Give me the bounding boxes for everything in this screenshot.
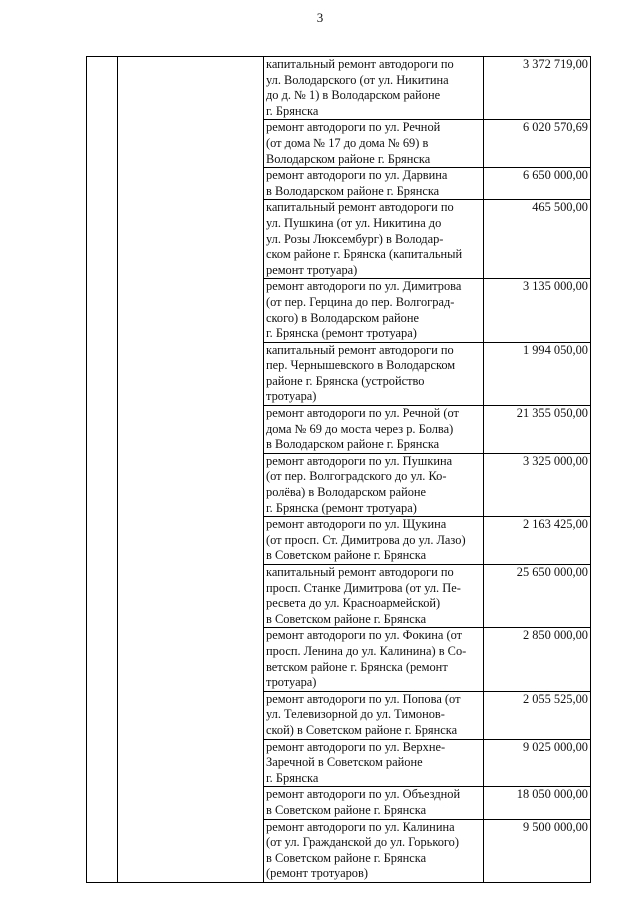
description-line: ской) в Советском районе г. Брянска (266, 722, 458, 737)
description-line: капитальный ремонт автодороги по (266, 342, 454, 357)
description-line: тротуара) (266, 675, 317, 690)
work-description-cell (264, 628, 484, 691)
description-line: (от дома № 17 до дома № 69) в (266, 135, 429, 150)
work-description-cell (264, 406, 484, 454)
description-line: дома № 69 до моста через р. Болва) (266, 421, 454, 436)
amount-cell: 9 025 000,00 (484, 739, 591, 787)
work-description-cell (264, 691, 484, 739)
description-line: в Володарском районе г. Брянска (266, 183, 440, 198)
amount-cell: 6 020 570,69 (484, 120, 591, 168)
amount-cell: 1 994 050,00 (484, 342, 591, 405)
work-description-cell (264, 787, 484, 819)
work-description-cell (264, 279, 484, 342)
work-description-cell (264, 739, 484, 787)
description-line: ремонт автодороги по ул. Пушкина (266, 453, 453, 468)
description-line: Володарском районе г. Брянска (266, 151, 431, 166)
description-line: в Советском районе г. Брянска (266, 850, 427, 865)
work-description-cell (264, 57, 484, 120)
description-line: ремонт автодороги по ул. Дарвина (266, 168, 448, 183)
description-line: ремонт автодороги по ул. Речной (266, 120, 441, 135)
description-line: просп. Ленина до ул. Калинина) в Со- (266, 643, 467, 658)
description-line: ул. Володарского (от ул. Никитина (266, 72, 449, 87)
description-line: в Советском районе г. Брянска (266, 548, 427, 563)
description-line: г. Брянска (266, 103, 319, 118)
description-line: в Советском районе г. Брянска (266, 611, 427, 626)
work-description-cell (264, 168, 484, 200)
description-line: (от ул. Гражданской до ул. Горького) (266, 835, 460, 850)
description-line: ремонт автодороги по ул. Калинина (266, 819, 455, 834)
amount-cell: 2 163 425,00 (484, 517, 591, 565)
description-line: (от пер. Герцина до пер. Волгоград- (266, 294, 455, 309)
work-description-cell (264, 565, 484, 628)
amount-cell: 6 650 000,00 (484, 168, 591, 200)
description-line: ском районе г. Брянска (капитальный (266, 247, 463, 262)
table-row (87, 57, 591, 120)
description-line: ремонт автодороги по ул. Щукина (266, 517, 447, 532)
amount-cell: 465 500,00 (484, 200, 591, 279)
amount-cell: 3 135 000,00 (484, 279, 591, 342)
amount-cell: 21 355 050,00 (484, 406, 591, 454)
description-line: г. Брянска (ремонт тротуара) (266, 500, 417, 515)
amount-cell: 3 325 000,00 (484, 453, 591, 516)
description-line: ремонт тротуара) (266, 262, 358, 277)
description-line: тротуара) (266, 389, 317, 404)
amount-cell: 25 650 000,00 (484, 565, 591, 628)
description-line: в Володарском районе г. Брянска (266, 437, 440, 452)
description-line: капитальный ремонт автодороги по (266, 200, 454, 215)
description-line: ул. Пушкина (от ул. Никитина до (266, 215, 442, 230)
work-description-cell (264, 453, 484, 516)
description-line: ремонт автодороги по ул. Димитрова (266, 279, 462, 294)
description-line: капитальный ремонт автодороги по (266, 565, 454, 579)
number-column-cell (87, 57, 118, 883)
description-line: г. Брянска (ремонт тротуара) (266, 326, 417, 341)
work-description-cell (264, 120, 484, 168)
work-description-cell (264, 342, 484, 405)
amount-cell: 18 050 000,00 (484, 787, 591, 819)
road-repair-table (86, 56, 591, 883)
work-description-cell (264, 200, 484, 279)
amount-cell: 9 500 000,00 (484, 819, 591, 882)
description-line: ремонт автодороги по ул. Верхне- (266, 739, 446, 754)
description-line: (от пер. Волгоградского до ул. Ко- (266, 469, 447, 484)
description-line: ского) в Володарском районе (266, 310, 419, 325)
description-line: ул. Телевизорной до ул. Тимонов- (266, 707, 445, 722)
work-description-cell (264, 819, 484, 882)
description-line: до д. № 1) в Володарском районе (266, 88, 441, 103)
amount-cell: 2 055 525,00 (484, 691, 591, 739)
table-body (87, 57, 591, 883)
page-number: 3 (316, 10, 324, 25)
description-line: районе г. Брянска (устройство (266, 373, 425, 388)
description-line: в Советском районе г. Брянска (266, 802, 427, 817)
description-line: ролёва) в Володарском районе (266, 485, 427, 500)
description-line: пер. Чернышевского в Володарском (266, 358, 456, 373)
description-line: ул. Розы Люксембург) в Володар- (266, 231, 444, 246)
description-line: капитальный ремонт автодороги по (266, 57, 454, 71)
amount-cell: 3 372 719,00 (484, 57, 591, 120)
description-line: (от просп. Ст. Димитрова до ул. Лазо) (266, 532, 466, 547)
description-line: ветском районе г. Брянска (ремонт (266, 659, 448, 674)
description-line: ресвета до ул. Красноармейской) (266, 596, 441, 611)
object-column-cell (118, 57, 264, 883)
description-line: ремонт автодороги по ул. Речной (от (266, 406, 459, 421)
description-line: ремонт автодороги по ул. Объездной (266, 787, 461, 802)
description-line: Заречной в Советском районе (266, 755, 423, 770)
description-line: просп. Станке Димитрова (от ул. Пе- (266, 580, 461, 595)
description-line: ремонт автодороги по ул. Попова (от (266, 691, 461, 706)
description-line: г. Брянска (266, 770, 319, 785)
description-line: ремонт автодороги по ул. Фокина (от (266, 628, 463, 643)
description-line: (ремонт тротуаров) (266, 866, 368, 881)
work-description-cell (264, 517, 484, 565)
amount-cell: 2 850 000,00 (484, 628, 591, 691)
